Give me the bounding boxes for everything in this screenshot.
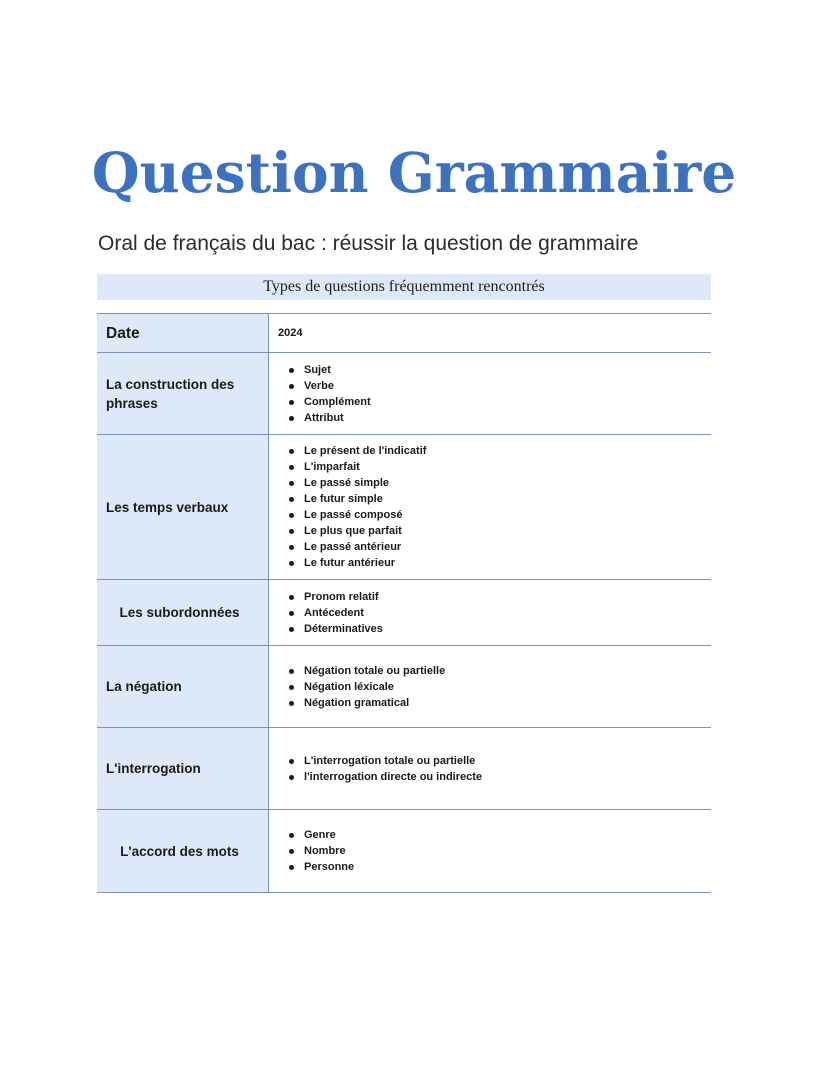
table-row (97, 810, 711, 893)
bullet-list (278, 663, 711, 711)
row-content (269, 580, 712, 646)
list-item: Le plus que parfait (278, 523, 711, 539)
row-label: Les temps verbaux (97, 435, 269, 580)
row-content (269, 810, 712, 893)
bullet-list (278, 362, 711, 426)
list-item: Le passé simple (278, 475, 711, 491)
row-content (269, 728, 712, 810)
list-item: Pronom relatif (278, 589, 711, 605)
table-row (97, 728, 711, 810)
bullet-list (278, 753, 711, 785)
table-row (97, 580, 711, 646)
list-item: Complément (278, 394, 711, 410)
list-item: Le futur antérieur (278, 555, 711, 571)
row-content (269, 435, 712, 580)
list-item: Le passé antérieur (278, 539, 711, 555)
list-item: Verbe (278, 378, 711, 394)
list-item: L'interrogation totale ou partielle (278, 753, 711, 769)
list-item: Nombre (278, 843, 711, 859)
table-row (97, 435, 711, 580)
date-label: Date (97, 314, 269, 353)
list-item: Personne (278, 859, 711, 875)
date-cell (269, 314, 712, 353)
row-label: La construction des phrases (97, 353, 269, 435)
table-row (97, 646, 711, 728)
list-item: Déterminatives (278, 621, 711, 637)
list-item: Sujet (278, 362, 711, 378)
grammar-table (97, 313, 711, 893)
page-title: Question Grammaire (91, 140, 737, 205)
list-item: Attribut (278, 410, 711, 426)
row-label: Les subordonnées (97, 580, 269, 646)
row-content (269, 646, 712, 728)
date-value: 2024 (278, 327, 303, 339)
list-item: Négation léxicale (278, 679, 711, 695)
list-item: Le futur simple (278, 491, 711, 507)
row-label: L'interrogation (97, 728, 269, 810)
bullet-list (278, 443, 711, 571)
list-item: Négation totale ou partielle (278, 663, 711, 679)
list-item: Antécedent (278, 605, 711, 621)
row-label: L'accord des mots (97, 810, 269, 893)
section-header: Types de questions fréquemment rencontrés (97, 274, 711, 300)
bullet-list (278, 589, 711, 637)
row-content (269, 353, 712, 435)
row-label: La négation (97, 646, 269, 728)
list-item: l'interrogation directe ou indirecte (278, 769, 711, 785)
bullet-list (278, 827, 711, 875)
list-item: Genre (278, 827, 711, 843)
list-item: L'imparfait (278, 459, 711, 475)
list-item: Le passé composé (278, 507, 711, 523)
table-row-date (97, 314, 711, 353)
list-item: Le présent de l'indicatif (278, 443, 711, 459)
list-item: Négation gramatical (278, 695, 711, 711)
table-row (97, 353, 711, 435)
page-subtitle: Oral de français du bac : réussir la question de grammaire (98, 232, 639, 255)
